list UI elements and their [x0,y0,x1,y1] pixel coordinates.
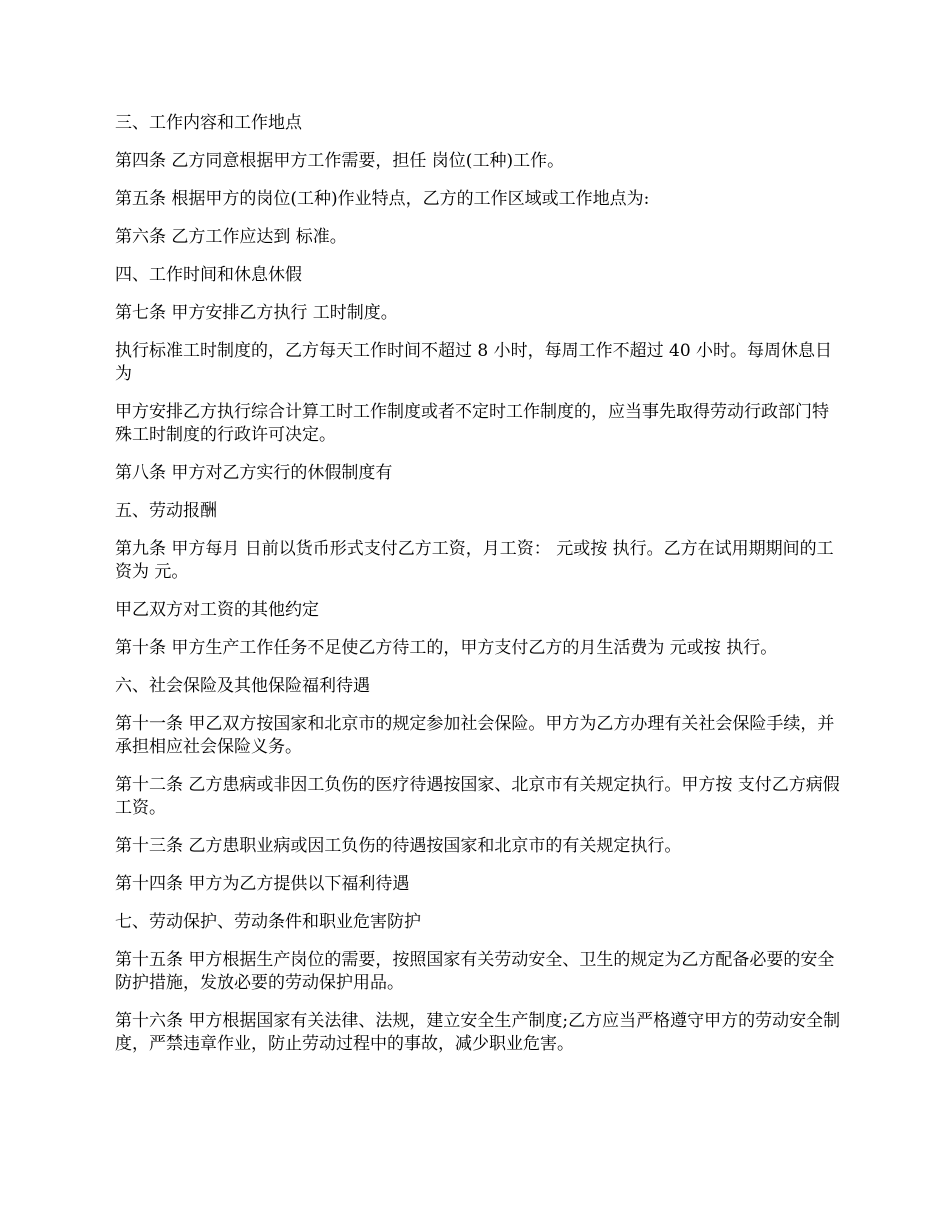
article-6: 第六条 乙方工作应达到 标准。 [115,227,347,247]
special-hours-paragraph: 甲方安排乙方执行综合计算工时工作制度或者不定时工作制度的，应当事先取得劳动行政部门特殊工时制度的行政许可决定。 [115,402,829,445]
document-body [115,112,845,1071]
article-5: 第五条 根据甲方的岗位(工种)作业特点，乙方的工作区域或工作地点为: [115,189,650,209]
article-10: 第十条 甲方生产工作任务不足使乙方待工的，甲方支付乙方的月生活费为 元或按 执行。 [115,638,778,658]
article-8: 第八条 甲方对乙方实行的休假制度有 [115,463,393,483]
article-9: 第九条 甲方每月 日前以货币形式支付乙方工资，月工资： 元或按 执行。乙方在试用期期间的工资为 元。 [115,539,834,582]
article-14: 第十四条 甲方为乙方提供以下福利待遇 [115,874,410,894]
article-15: 第十五条 甲方根据生产岗位的需要，按照国家有关劳动安全、卫生的规定为乙方配备必要的安全防护措施，发放必要的劳动保护用品。 [115,950,835,993]
section-heading-6: 六、社会保险及其他保险福利待遇 [115,676,370,696]
article-7: 第七条 甲方安排乙方执行 工时制度。 [115,303,398,323]
standard-hours-paragraph: 执行标准工时制度的，乙方每天工作时间不超过 8 小时，每周工作不超过 40 小时。每周休息日为 [115,341,833,384]
section-heading-4: 四、工作时间和休息休假 [115,265,302,285]
article-12: 第十二条 乙方患病或非因工负伤的医疗待遇按国家、北京市有关规定执行。甲方按 支付乙方病假工资。 [115,775,840,818]
section-heading-5: 五、劳动报酬 [115,501,217,521]
article-13: 第十三条 乙方患职业病或因工负伤的待遇按国家和北京市的有关规定执行。 [115,836,682,856]
section-heading-7: 七、劳动保护、劳动条件和职业危害防护 [115,912,421,932]
article-4: 第四条 乙方同意根据甲方工作需要，担任 岗位(工种)工作。 [115,151,565,171]
article-11: 第十一条 甲乙双方按国家和北京市的规定参加社会保险。甲方为乙方办理有关社会保险手续，并承担相应社会保险义务。 [115,714,835,757]
wage-other-agreement: 甲乙双方对工资的其他约定 [115,600,319,620]
section-heading-3: 三、工作内容和工作地点 [115,113,302,133]
article-16: 第十六条 甲方根据国家有关法律、法规，建立安全生产制度;乙方应当严格遵守甲方的劳动安全制度，严禁违章作业，防止劳动过程中的事故，减少职业危害。 [115,1011,841,1054]
